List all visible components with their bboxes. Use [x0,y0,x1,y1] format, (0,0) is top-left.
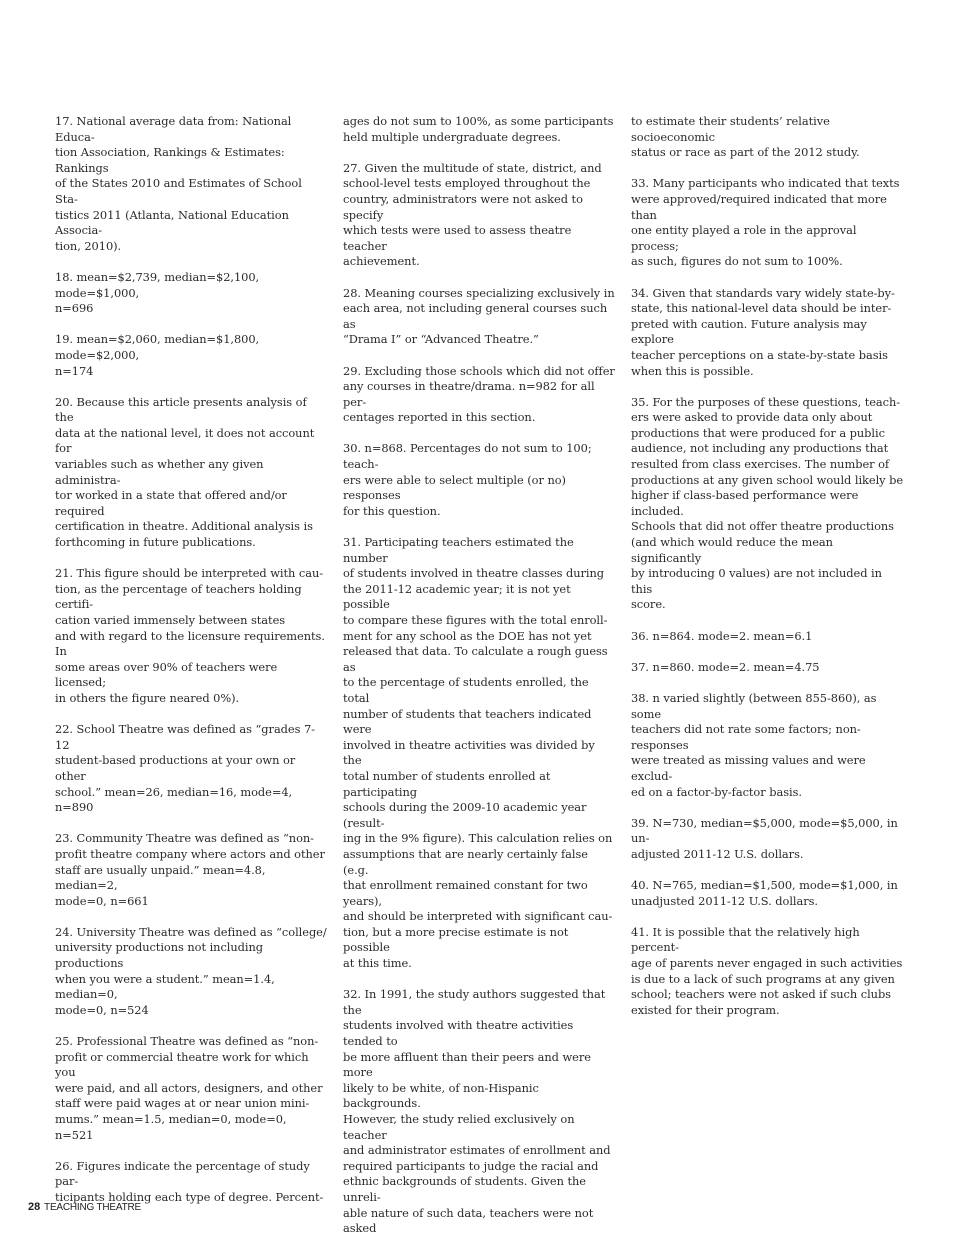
endnote-17: 17. National average data from: National Educa- tion Association, Rankings & Estimates: Rankings of the States 2010 and Estimates of School Sta- tistics 2011 (Atlanta, National Education Associa- tion, 2010). [55,114,302,253]
endnote-25: 25. Professional Theatre was defined as “non- profit or commercial theatre work for which you were paid, and all actors, designers, and other staff were paid wages at or near union mini- mums.” mean=1.5, median=0, mode=0, n=521 [55,1034,323,1142]
endnote-36: 36. n=864. mode=2. mean=6.1 [631,628,813,643]
endnote-18: 18. mean=$2,739, median=$2,100, mode=$1,000, n=696 [55,269,260,316]
endnote-33: 33. Many participants who indicated that texts were approved/required indicated that more than one entity played a role in the approval process; as such, figures do not sum to 100%. [631,176,900,269]
endnote-30: 30. n=868. Percentages do not sum to 100; teach- ers were able to select multiple (or no) responses for this question. [343,441,592,518]
endnote-20: 20. Because this article presents analysis of the data at the national level, it does not account for variables such as whether any given administra- tor worked in a state that offered and/or required certification in theatre. Additional analysis is forthcoming in future publications. [55,394,315,550]
endnote-26: 26. Figures indicate the percentage of study par- ticipants holding each type of degree. Percent- [55,1158,324,1204]
endnote-35: 35. For the purposes of these questions, teach- ers were asked to provide data only about productions that were produced for a public audience, not including any productions that resulted from class exercises. The number of productions at any given school would likely be higher if class-based performance were included. Schools that did not offer theatre productions (and which would reduce the mean significantly by introducing 0 values) are not included in this score. [631,394,904,612]
endnote-37: 37. n=860. mode=2. mean=4.75 [631,659,820,674]
endnote-26-continued: ages do not sum to 100%, as some participants held multiple undergraduate degrees. [343,114,614,144]
endnote-34: 34. Given that standards vary widely state-by- state, this national-level data should be inter- preted with caution. Future analysis may explore teacher perceptions on a state-by-state basis when this is possible. [631,285,895,378]
endnote-24: 24. University Theatre was defined as “college/ university productions not including productions when you were a student.” mean=1.4, median=0, mode=0, n=524 [55,924,327,1017]
endnote-29: 29. Excluding those schools which did not offer any courses in theatre/drama. n=982 for all per- centages reported in this section. [343,363,615,425]
notes-column-3 [631,114,905,1034]
endnote-32: 32. In 1991, the study authors suggested that the students involved with theatre activities tended to be more affluent than their peers and were more likely to be white, of non-Hispanic backgrounds. However, the study relied exclusively on teacher and administrator estimates of enrollment and required participants to judge the racial and ethnic backgrounds of students. Given the unreli- able nature of such data, teachers were not asked [343,987,611,1236]
notes-column-2 [343,114,615,1252]
endnote-27: 27. Given the multitude of state, district, and school-level tests employed throughout the country, administrators were not asked to specify which tests were used to assess theatre teacher achievement. [343,160,602,269]
notes-column-1 [55,114,327,1221]
endnote-41: 41. It is possible that the relatively high percent- age of parents never engaged in such activities is due to a lack of such programs at any given school; teachers were not asked if such clubs existed for their program. [631,924,903,1017]
endnote-28: 28. Meaning courses specializing exclusively in each area, not including general courses such as “Drama I” or “Advanced Theatre.” [343,285,615,347]
publication-name: TEACHING THEATRE [44,1202,142,1213]
endnote-31: 31. Participating teachers estimated the number of students involved in theatre classes during the 2011-12 academic year; it is not yet possible to compare these figures with the total enroll- ment for any school as the DOE has not yet released that data. To calculate a rough guess as to the percentage of students enrolled, the total number of students that teachers indicated were involved in theatre activities was divided by the total number of students enrolled at participating schools during the 2009-10 academic year (result- ing in the 9% figure). This calculation relies on assumptions that are nearly certainly false (e.g. that enrollment remained constant for two years), and should be interpreted with significant cau- tion, but a more precise estimate is not possible at this time. [343,535,613,971]
page-number: 28 [28,1201,41,1213]
endnote-21: 21. This figure should be interpreted with cau- tion, as the percentage of teachers holding certifi- cation varied immensely between states and with regard to the licensure requirements. In some areas over 90% of teachers were licensed; in others the figure neared 0%). [55,566,325,705]
endnote-23: 23. Community Theatre was defined as “non- profit theatre company where actors and other staff are usually unpaid.” mean=4.8, median=2, mode=0, n=661 [55,831,325,908]
endnote-38: 38. n varied slightly (between 855-860), as some teachers did not rate some factors; non-responses were treated as missing values and were exclud- ed on a factor-by-factor basis. [631,690,877,799]
endnote-39: 39. N=730, median=$5,000, mode=$5,000, in un- adjusted 2011-12 U.S. dollars. [631,815,898,861]
page-footer [28,1201,141,1213]
endnote-19: 19. mean=$2,060, median=$1,800, mode=$2,000, n=174 [55,332,260,378]
endnote-40: 40. N=765, median=$1,500, mode=$1,000, in unadjusted 2011-12 U.S. dollars. [631,878,898,908]
endnote-32-continued: to estimate their students’ relative socioeconomic status or race as part of the 2012 study. [631,114,860,160]
endnote-22: 22. School Theatre was defined as “grades 7-12 student-based productions at your own or other school.” mean=26, median=16, mode=4, n=890 [55,722,315,815]
